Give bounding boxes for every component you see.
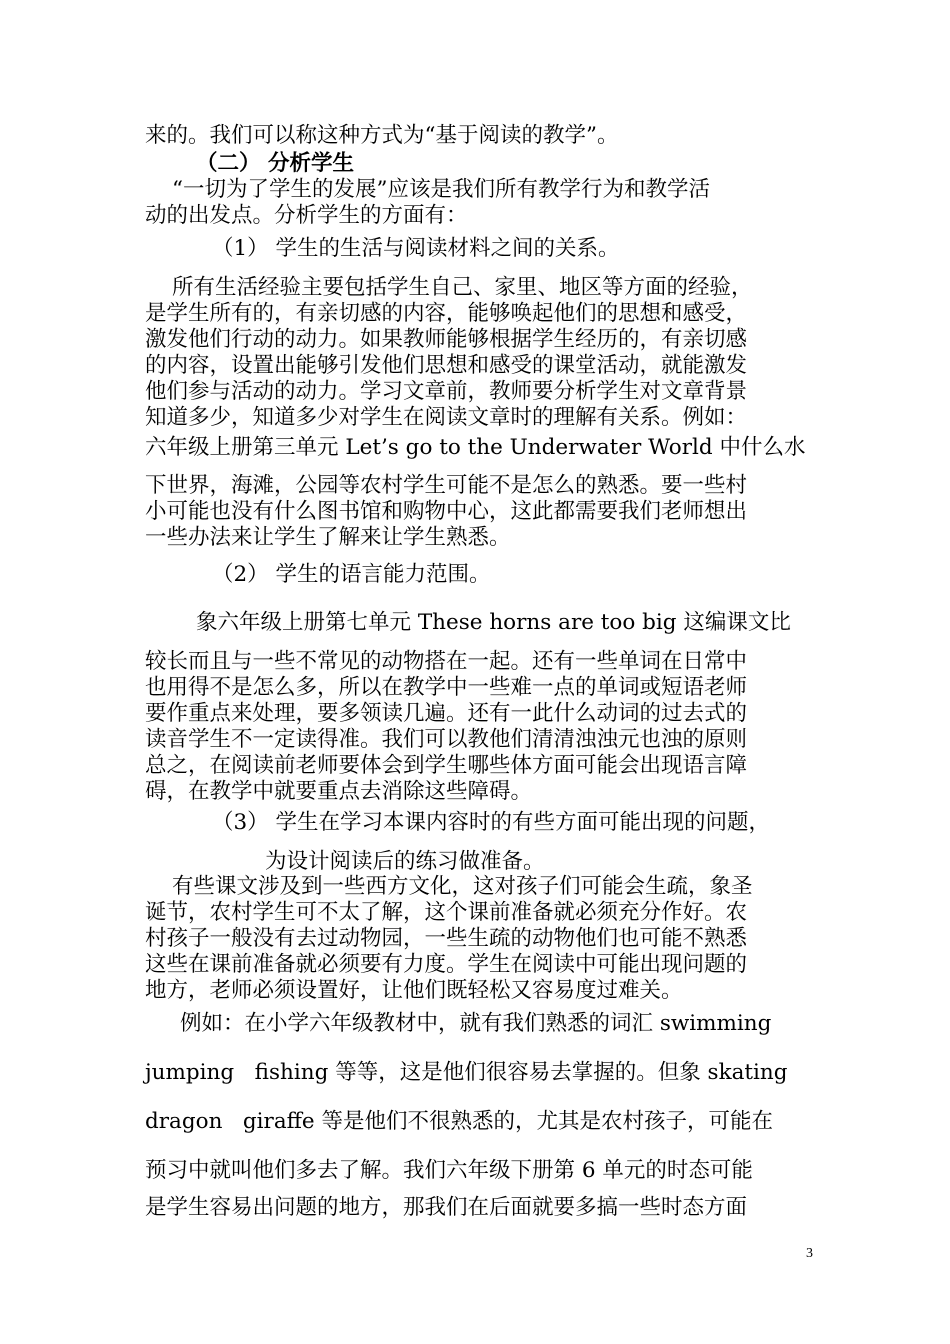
page-number: 3 (806, 1246, 813, 1261)
text-line: 这些在课前准备就必须要有力度。学生在阅读中可能出现问题的 (145, 952, 748, 977)
text-line: “一切为了学生的发展”应该是我们所有教学行为和教学活 (172, 177, 710, 202)
text-line: dragon giraffe 等是他们不很熟悉的，尤其是农村孩子，可能在 (145, 1109, 773, 1134)
subsection-heading: （3） 学生在学习本课内容时的有些方面可能出现的问题， (212, 810, 771, 835)
text-line: 诞节，农村学生可不太了解，这个课前准备就必须充分作好。农 (145, 900, 748, 925)
text-line: jumping fishing 等等，这是他们很容易去掌握的。但象 skating (145, 1060, 788, 1085)
text-line: 是学生所有的，有亲切感的内容，能够唤起他们的思想和感受， (145, 301, 748, 326)
text-line: 六年级上册第三单元 Let’s go to the Underwater World 中什么水 (145, 435, 806, 460)
text-line: 是学生容易出问题的地方，那我们在后面就要多搞一些时态方面 (145, 1195, 748, 1220)
text-line: 预习中就叫他们多去了解。我们六年级下册第 6 单元的时态可能 (145, 1158, 753, 1183)
text-line: 地方，老师必须设置好，让他们既轻松又容易度过难关。 (145, 978, 683, 1003)
text-line: 一些办法来让学生了解来让学生熟悉。 (145, 525, 511, 550)
text-line: 也用得不是怎么多，所以在教学中一些难一点的单词或短语老师 (145, 675, 748, 700)
subsection-heading: （2） 学生的语言能力范围。 (212, 562, 491, 587)
text-line: 他们参与活动的动力。学习文章前，教师要分析学生对文章背景 (145, 379, 748, 404)
text-line: 动的出发点。分析学生的方面有： (145, 203, 468, 228)
text-line: 村孩子一般没有去过动物园，一些生疏的动物他们也可能不熟悉 (145, 926, 748, 951)
text-line: 碍，在教学中就要重点去消除这些障碍。 (145, 779, 533, 804)
text-line: 的内容，设置出能够引发他们思想和感受的课堂活动，就能激发 (145, 353, 748, 378)
text-line: 象六年级上册第七单元 These horns are too big 这编课文比 (196, 610, 791, 635)
text-line: 例如：在小学六年级教材中，就有我们熟悉的词汇 swimming (180, 1011, 772, 1036)
text-line: 要作重点来处理，要多领读几遍。还有一此什么动词的过去式的 (145, 701, 748, 726)
subsection-heading: （1） 学生的生活与阅读材料之间的关系。 (212, 236, 620, 261)
text-line: 激发他们行动的动力。如果教师能够根据学生经历的，有亲切感 (145, 327, 748, 352)
text-line: 知道多少，知道多少对学生在阅读文章时的理解有关系。例如： (145, 405, 748, 430)
text-line: 有些课文涉及到一些西方文化，这对孩子们可能会生疏，象圣 (172, 874, 753, 899)
text-line: 所有生活经验主要包括学生自己、家里、地区等方面的经验， (172, 275, 753, 300)
text-line: 来的。我们可以称这种方式为“基于阅读的教学”。 (145, 123, 619, 148)
text-line: 较长而且与一些不常见的动物搭在一起。还有一些单词在日常中 (145, 649, 748, 674)
text-line: 下世界，海滩，公园等农村学生可能不是怎么的熟悉。要一些村 (145, 473, 748, 498)
text-line: 总之，在阅读前老师要体会到学生哪些体方面可能会出现语言障 (145, 753, 748, 778)
text-line: 读音学生不一定读得准。我们可以教他们清清浊浊元也浊的原则 (145, 727, 748, 752)
section-heading: （二） 分析学生 (196, 151, 354, 176)
text-line: 为设计阅读后的练习做准备。 (265, 849, 545, 874)
text-line: 小可能也没有什么图书馆和购物中心，这此都需要我们老师想出 (145, 499, 748, 524)
